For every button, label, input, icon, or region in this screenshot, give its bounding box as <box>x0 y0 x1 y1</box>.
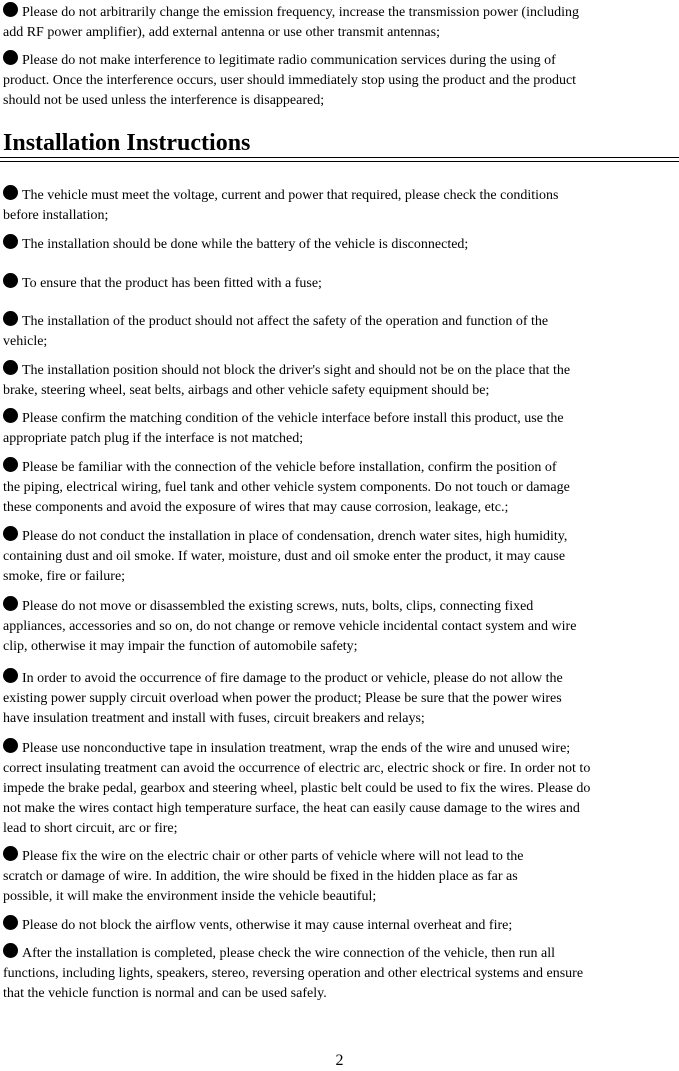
bullet-item-battery <box>3 234 663 255</box>
bullet-dot-icon <box>3 273 18 288</box>
bullet-item-safety <box>3 311 663 352</box>
bullet-line: scratch or damage of wire. In addition, the wire should be fixed in the hidden place as far as <box>3 869 518 884</box>
bullet-dot-icon <box>3 311 18 326</box>
bullet-dot-icon <box>3 457 18 472</box>
bullet-line: Please do not conduct the installation in place of condensation, drench water sites, high humidity, <box>3 526 663 547</box>
bullet-line: containing dust and oil smoke. If water, moisture, dust and oil smoke enter the product, it may cause <box>3 549 566 564</box>
bullet-line: The vehicle must meet the voltage, current and power that required, please check the conditions <box>3 185 663 206</box>
bullet-item-interference <box>3 50 659 111</box>
bullet-item-position <box>3 360 663 401</box>
bullet-line: clip, otherwise it may impair the function of automobile safety; <box>3 639 358 654</box>
bullet-line: After the installation is completed, please check the wire connection of the vehicle, then run all <box>3 943 663 964</box>
bullet-line: add RF power amplifier), add external antenna or use other transmit antennas; <box>3 25 440 40</box>
bullet-dot-icon <box>3 915 18 930</box>
bullet-line: The installation should be done while the battery of the vehicle is disconnected; <box>3 234 663 255</box>
bullet-item-emission-frequency <box>3 2 659 43</box>
bullet-line: Please use nonconductive tape in insulation treatment, wrap the ends of the wire and unused wire; <box>3 738 663 759</box>
bullet-line: vehicle; <box>3 334 48 349</box>
bullet-line: impede the brake pedal, gearbox and steering wheel, plastic belt could be used to fix the wires. Please do <box>3 781 591 796</box>
bullet-item-final-check <box>3 943 663 1004</box>
bullet-dot-icon <box>3 50 18 65</box>
bullet-line: product. Once the interference occurs, user should immediately stop using the product and the product <box>3 73 577 88</box>
bullet-line: appropriate patch plug if the interface is not matched; <box>3 431 304 446</box>
bullet-line: brake, steering wheel, seat belts, airbags and other vehicle safety equipment should be; <box>3 383 490 398</box>
bullet-line: lead to short circuit, arc or fire; <box>3 821 178 836</box>
bullet-item-interface <box>3 408 663 449</box>
bullet-line: these components and avoid the exposure of wires that may cause corrosion, leakage, etc.; <box>3 500 509 515</box>
bullet-line: existing power supply circuit overload when power the product; Please be sure that the power wires <box>3 691 562 706</box>
bullet-line: have insulation treatment and install with fuses, circuit breakers and relays; <box>3 711 425 726</box>
bullet-line: Please do not move or disassembled the existing screws, nuts, bolts, clips, connecting fixed <box>3 596 663 617</box>
bullet-line: The installation of the product should not affect the safety of the operation and function of the <box>3 311 663 332</box>
bullet-item-wire-fix <box>3 846 663 907</box>
bullet-line: smoke, fire or failure; <box>3 569 126 584</box>
bullet-line: before installation; <box>3 208 109 223</box>
bullet-dot-icon <box>3 596 18 611</box>
bullet-line: that the vehicle function is normal and can be used safely. <box>3 986 327 1001</box>
bullet-item-screws <box>3 596 663 657</box>
bullet-item-tape <box>3 738 663 839</box>
bullet-item-connection <box>3 457 663 518</box>
bullet-dot-icon <box>3 668 18 683</box>
bullet-line: correct insulating treatment can avoid the occurrence of electric arc, electric shock or fire. In order not to <box>3 761 591 776</box>
bullet-item-voltage <box>3 185 663 226</box>
bullet-item-fuse <box>3 273 663 294</box>
bullet-line: appliances, accessories and so on, do not change or remove vehicle incidental contact system and wire <box>3 619 577 634</box>
heading-rule-top <box>0 157 679 158</box>
bullet-line: Please confirm the matching condition of the vehicle interface before install this product, use the <box>3 408 663 429</box>
bullet-dot-icon <box>3 234 18 249</box>
bullet-dot-icon <box>3 526 18 541</box>
bullet-line: Please fix the wire on the electric chair or other parts of vehicle where will not lead to the <box>3 846 663 867</box>
bullet-dot-icon <box>3 738 18 753</box>
bullet-line: possible, it will make the environment inside the vehicle beautiful; <box>3 889 377 904</box>
bullet-dot-icon <box>3 2 18 17</box>
bullet-dot-icon <box>3 943 18 958</box>
bullet-dot-icon <box>3 360 18 375</box>
page-number: 2 <box>335 1052 344 1069</box>
bullet-item-condensation <box>3 526 663 587</box>
section-heading: Installation Instructions <box>3 130 251 156</box>
bullet-line: Please be familiar with the connection of the vehicle before installation, confirm the position of <box>3 457 663 478</box>
bullet-dot-icon <box>3 408 18 423</box>
bullet-item-airflow <box>3 915 663 936</box>
bullet-line: In order to avoid the occurrence of fire damage to the product or vehicle, please do not allow the <box>3 668 663 689</box>
bullet-line: functions, including lights, speakers, stereo, reversing operation and other electrical systems and ensure <box>3 966 584 981</box>
bullet-line: should not be used unless the interference is disappeared; <box>3 93 325 108</box>
bullet-line: not make the wires contact high temperature surface, the heat can easily cause damage to the wires and <box>3 801 580 816</box>
bullet-dot-icon <box>3 846 18 861</box>
bullet-line: To ensure that the product has been fitted with a fuse; <box>3 273 663 294</box>
bullet-line: Please do not make interference to legitimate radio communication services during the using of <box>3 50 659 71</box>
bullet-item-fire <box>3 668 663 729</box>
bullet-dot-icon <box>3 185 18 200</box>
bullet-line: Please do not arbitrarily change the emission frequency, increase the transmission power (including <box>3 2 659 23</box>
bullet-line: The installation position should not block the driver's sight and should not be on the place that the <box>3 360 663 381</box>
heading-rule-bottom <box>0 161 679 162</box>
bullet-line: Please do not block the airflow vents, otherwise it may cause internal overheat and fire; <box>3 915 663 936</box>
bullet-line: the piping, electrical wiring, fuel tank and other vehicle system components. Do not touch or damage <box>3 480 570 495</box>
